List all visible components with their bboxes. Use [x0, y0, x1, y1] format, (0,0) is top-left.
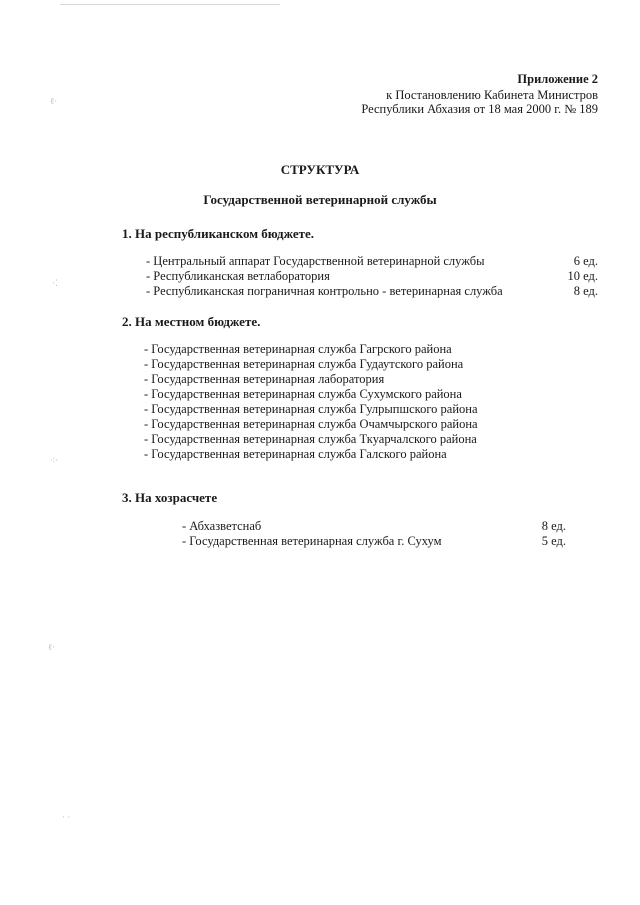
document-title: СТРУКТУРА	[280, 162, 360, 177]
list-item: - Государственная ветеринарная служба Ткуарчалского района	[144, 432, 477, 446]
scan-speck: ⁖·	[50, 455, 59, 465]
scan-edge-line	[60, 4, 280, 5]
list-item: - Государственная ветеринарная служба Гудаутского района	[144, 357, 464, 371]
list-item-quantity: 5 ед.	[541, 534, 566, 548]
list-item: - Абхазветснаб	[182, 519, 262, 533]
document-subtitle: Государственной ветеринарной службы	[203, 192, 437, 207]
list-item: - Центральный аппарат Государственной ветеринарной службы	[146, 254, 485, 268]
section-heading: 2. На местном бюджете.	[122, 314, 261, 329]
list-item: - Государственная ветеринарная лаборатория	[144, 372, 385, 386]
list-item: - Государственная ветеринарная служба г. Сухум	[182, 534, 442, 548]
list-item: - Республиканская ветлаборатория	[146, 269, 330, 283]
scan-speck: ℓ·	[50, 96, 58, 106]
appendix-title: Приложение 2	[517, 72, 598, 86]
list-item: - Республиканская пограничная контрольно - ветеринарная служба	[146, 284, 503, 298]
list-item-quantity: 10 ед.	[567, 269, 598, 283]
section-heading: 1. На республиканском бюджете.	[122, 226, 314, 241]
appendix-reference-line-1: к Постановлению Кабинета Министров	[386, 88, 598, 102]
list-item: - Государственная ветеринарная служба Галского района	[144, 447, 447, 461]
list-item-quantity: 6 ед.	[573, 254, 598, 268]
list-item: - Государственная ветеринарная служба Гулрыпшского района	[144, 402, 478, 416]
list-item: - Государственная ветеринарная служба Сухумского района	[144, 387, 462, 401]
list-item: - Государственная ветеринарная служба Гагрского района	[144, 342, 452, 356]
list-item-quantity: 8 ед.	[573, 284, 598, 298]
scan-speck: ·⁚	[52, 278, 58, 288]
scan-speck: ℓ·	[48, 642, 56, 652]
list-item-quantity: 8 ед.	[541, 519, 566, 533]
list-item: - Государственная ветеринарная служба Очамчырского района	[144, 417, 478, 431]
scan-speck: · ·	[62, 812, 71, 822]
appendix-reference-line-2: Республики Абхазия от 18 мая 2000 г. № 189	[361, 102, 598, 116]
section-heading: 3. На хозрасчете	[122, 490, 218, 505]
